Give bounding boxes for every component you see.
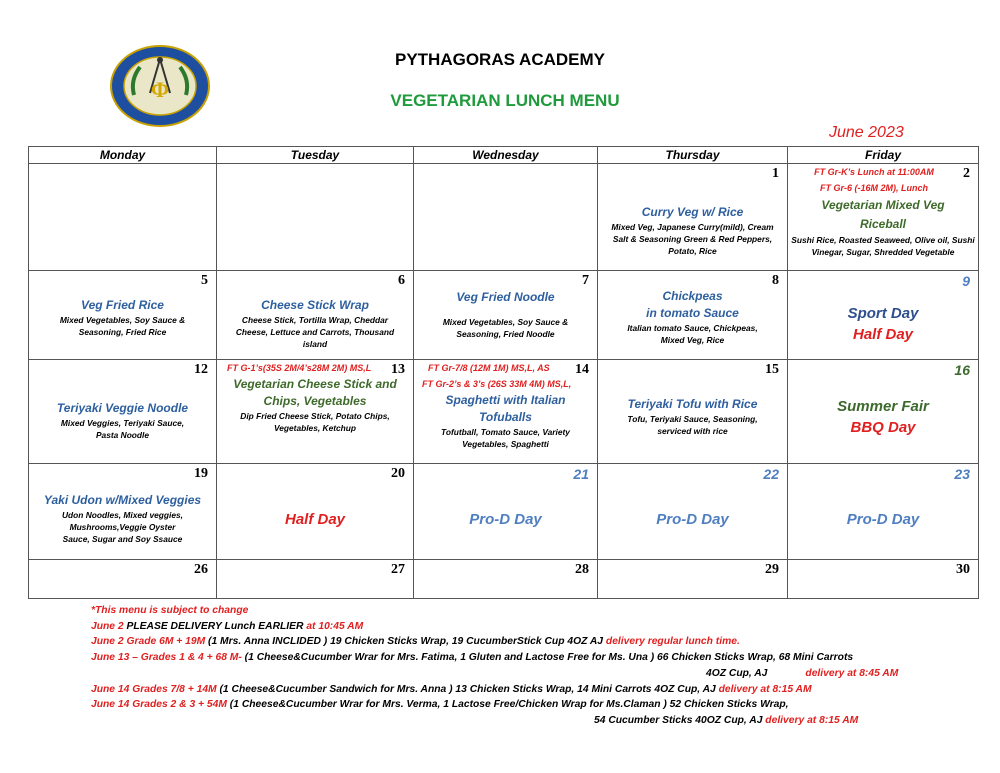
field-trip-note: FT Gr-6 (-16M 2M), Lunch xyxy=(820,183,928,193)
dish-ingredients: Mixed Veggies, Teriyaki Sauce, Pasta Noodle xyxy=(60,418,185,440)
day-number: 9 xyxy=(962,273,970,289)
svg-text:Φ: Φ xyxy=(150,77,170,102)
dish-name: Cheese Stick Wrap xyxy=(261,298,369,312)
month-label: June 2023 xyxy=(829,124,904,141)
day-number: 19 xyxy=(194,466,208,481)
field-trip-note: FT Gr-2’s & 3’s (26S 33M 4M) MS,L, xyxy=(422,379,572,389)
day-number: 22 xyxy=(763,466,779,482)
day-number: 23 xyxy=(954,466,970,482)
day-number: 6 xyxy=(398,273,405,288)
day-number: 1 xyxy=(772,166,779,181)
lunch-calendar xyxy=(28,146,979,599)
event-label: Pro-D Day xyxy=(469,511,542,528)
day-number: 7 xyxy=(582,273,589,288)
day-cell-empty xyxy=(29,164,217,271)
footer-line xyxy=(91,634,898,650)
footer-date: June 2 Grade 6M + 19M xyxy=(91,636,206,648)
day-cell xyxy=(217,271,414,360)
field-trip-note: FT Gr-7/8 (12M 1M) MS,L, AS xyxy=(428,363,550,373)
footer-line xyxy=(91,697,898,713)
day-number: 16 xyxy=(954,362,970,378)
week-row xyxy=(29,360,979,464)
dish-name: Spaghetti with Italian Tofuballs xyxy=(445,393,566,424)
dish-ingredients: Tofu, Teriyaki Sauce, Seasoning, serviced with rice xyxy=(627,414,758,436)
day-cell xyxy=(788,560,979,599)
day-number: 2 xyxy=(963,166,970,181)
day-number: 30 xyxy=(956,562,970,577)
footer-notes xyxy=(91,603,898,729)
event-label: Half Day xyxy=(284,511,346,528)
event-label: Summer Fair xyxy=(837,398,929,415)
week-row xyxy=(29,164,979,271)
footer-text: (1 Cheese&Cucumber Wrar for Mrs. Verma, 1 Lactose Free/Chicken Wrap for Ms.Claman ) 52 Chicken Sticks Wrap, xyxy=(226,699,789,711)
day-cell xyxy=(217,360,414,464)
dish-ingredients: Italian tomato Sauce, Chickpeas, Mixed Veg, Rice xyxy=(627,323,758,345)
footer-time: delivery at 8:45 AM xyxy=(805,667,899,679)
header-wednesday: Wednesday xyxy=(414,147,598,164)
footer-date: June 2 xyxy=(91,620,124,632)
day-cell xyxy=(414,360,598,464)
footer-text: PLEASE DELIVERY Lunch EARLIER xyxy=(123,620,304,632)
day-number: 14 xyxy=(575,362,589,377)
footer-text: (1 Cheese&Cucumber Sandwich for Mrs. Anna ) 13 Chicken Sticks Wrap, 14 Mini Carrots 4OZ Cup, AJ xyxy=(216,683,716,695)
day-cell xyxy=(414,560,598,599)
day-number: 12 xyxy=(194,362,208,377)
dish-name: Curry Veg w/ Rice xyxy=(641,205,744,219)
day-number: 26 xyxy=(194,562,208,577)
event-label: Pro-D Day xyxy=(656,511,729,528)
day-cell xyxy=(29,271,217,360)
day-cell xyxy=(788,271,979,360)
day-number: 29 xyxy=(765,562,779,577)
dish-name: Teriyaki Tofu with Rice xyxy=(627,397,758,411)
week-row xyxy=(29,464,979,560)
header-tuesday: Tuesday xyxy=(217,147,414,164)
day-cell xyxy=(414,464,598,560)
dish-ingredients: Dip Fried Cheese Stick, Potato Chips, Vegetables, Ketchup xyxy=(240,411,390,433)
day-number: 13 xyxy=(391,362,405,377)
dish-name: Vegetarian Mixed Veg Riceball xyxy=(821,198,945,231)
footer-text: (1 Mrs. Anna INCLIDED ) 19 Chicken Sticks Wrap, 19 CucumberStick Cup 4OZ AJ xyxy=(205,636,604,648)
field-trip-note: FT G-1’s(35S 2M/4’s28M 2M) MS,L xyxy=(227,363,372,373)
footer-text: (1 Cheese&Cucumber Wrar for Mrs. Fatima, 1 Gluten and Lactose Free for Ms. Una ) 66 Chicken Sticks Wrap, 68 Mini Carrots xyxy=(241,652,854,664)
dish-ingredients: Mixed Vegetables, Soy Sauce & Seasoning, Fried Noodle xyxy=(442,317,569,339)
school-name: PYTHAGORAS ACADEMY xyxy=(395,50,605,69)
footer-date: June 14 Grades 2 & 3 + 54M xyxy=(91,699,227,711)
day-cell xyxy=(598,164,788,271)
dish-ingredients: Mixed Veg, Japanese Curry(mild), Cream Salt & Seasoning Green & Red Peppers, Potato, Rice xyxy=(611,222,774,256)
menu-title: VEGETARIAN LUNCH MENU xyxy=(390,91,620,110)
footer-text: 4OZ Cup, AJ xyxy=(706,667,768,679)
day-cell xyxy=(598,360,788,464)
footer-date: June 13 – Grades 1 & 4 + 68 M- xyxy=(91,652,242,664)
header-monday: Monday xyxy=(29,147,217,164)
dish-name: Vegetarian Cheese Stick and Chips, Vegetables xyxy=(233,377,397,408)
footer-line xyxy=(91,666,898,682)
footer-line xyxy=(91,650,898,666)
field-trip-note: FT Gr-K’s Lunch at 11:00AM xyxy=(814,167,934,177)
day-cell xyxy=(29,360,217,464)
day-cell xyxy=(414,271,598,360)
day-number: 15 xyxy=(765,362,779,377)
dish-ingredients: Tofutball, Tomato Sauce, Variety Vegetables, Spaghetti xyxy=(441,427,570,449)
dish-ingredients: Cheese Stick, Tortilla Wrap, Cheddar Cheese, Lettuce and Carrots, Thousand island xyxy=(235,315,395,349)
event-label: Half Day xyxy=(852,326,914,343)
footer-line xyxy=(91,619,898,635)
footer-text: 54 Cucumber Sticks 40OZ Cup, AJ xyxy=(594,714,763,726)
school-logo xyxy=(110,45,210,127)
day-cell xyxy=(788,360,979,464)
dish-name: Chickpeas xyxy=(662,289,723,303)
footer-time: at 10:45 AM xyxy=(303,620,364,632)
day-cell xyxy=(788,464,979,560)
day-cell-empty xyxy=(217,164,414,271)
event-label: Pro-D Day xyxy=(846,511,920,528)
day-cell xyxy=(29,560,217,599)
dish-ingredients: Mixed Vegetables, Soy Sauce & Seasoning, Fried Rice xyxy=(59,315,186,337)
day-cell xyxy=(788,164,979,271)
footer-line xyxy=(91,682,898,698)
header-thursday: Thursday xyxy=(598,147,788,164)
dish-name: Veg Fried Rice xyxy=(81,298,164,312)
footer-line xyxy=(91,713,898,729)
event-label: BBQ Day xyxy=(850,419,916,436)
day-cell xyxy=(217,464,414,560)
day-number: 20 xyxy=(391,466,405,481)
day-cell xyxy=(598,271,788,360)
day-number: 28 xyxy=(575,562,589,577)
footer-date: June 14 Grades 7/8 + 14M xyxy=(91,683,217,695)
footer-time: delivery at 8:15 AM xyxy=(762,714,859,726)
dish-name: Veg Fried Noodle xyxy=(456,290,555,304)
footer-time: delivery regular lunch time. xyxy=(603,636,740,648)
footer-time: delivery at 8:15 AM xyxy=(715,683,812,695)
day-cell xyxy=(598,464,788,560)
dish-ingredients: Sushi Rice, Roasted Seaweed, Olive oil, Sushi Vinegar, Sugar, Shredded Vegetable xyxy=(791,235,975,257)
footer-line: *This menu is subject to change xyxy=(91,605,249,616)
day-number: 27 xyxy=(391,562,405,577)
day-cell-empty xyxy=(414,164,598,271)
calendar-header-row xyxy=(29,147,979,164)
day-number: 21 xyxy=(573,466,589,482)
dish-name: Teriyaki Veggie Noodle xyxy=(56,401,189,415)
day-cell xyxy=(598,560,788,599)
day-number: 5 xyxy=(201,273,208,288)
day-number: 8 xyxy=(772,273,779,288)
event-label: Sport Day xyxy=(847,305,919,322)
dish-name: Yaki Udon w/Mixed Veggies xyxy=(43,493,202,507)
day-cell xyxy=(217,560,414,599)
week-row xyxy=(29,560,979,599)
dish-ingredients: Udon Noodles, Mixed veggies, Mushrooms,Veggie Oyster Sauce, Sugar and Soy Ssauce xyxy=(62,510,183,544)
dish-name-line2: in tomato Sauce xyxy=(646,306,739,320)
day-cell xyxy=(29,464,217,560)
header-friday: Friday xyxy=(788,147,979,164)
week-row xyxy=(29,271,979,360)
